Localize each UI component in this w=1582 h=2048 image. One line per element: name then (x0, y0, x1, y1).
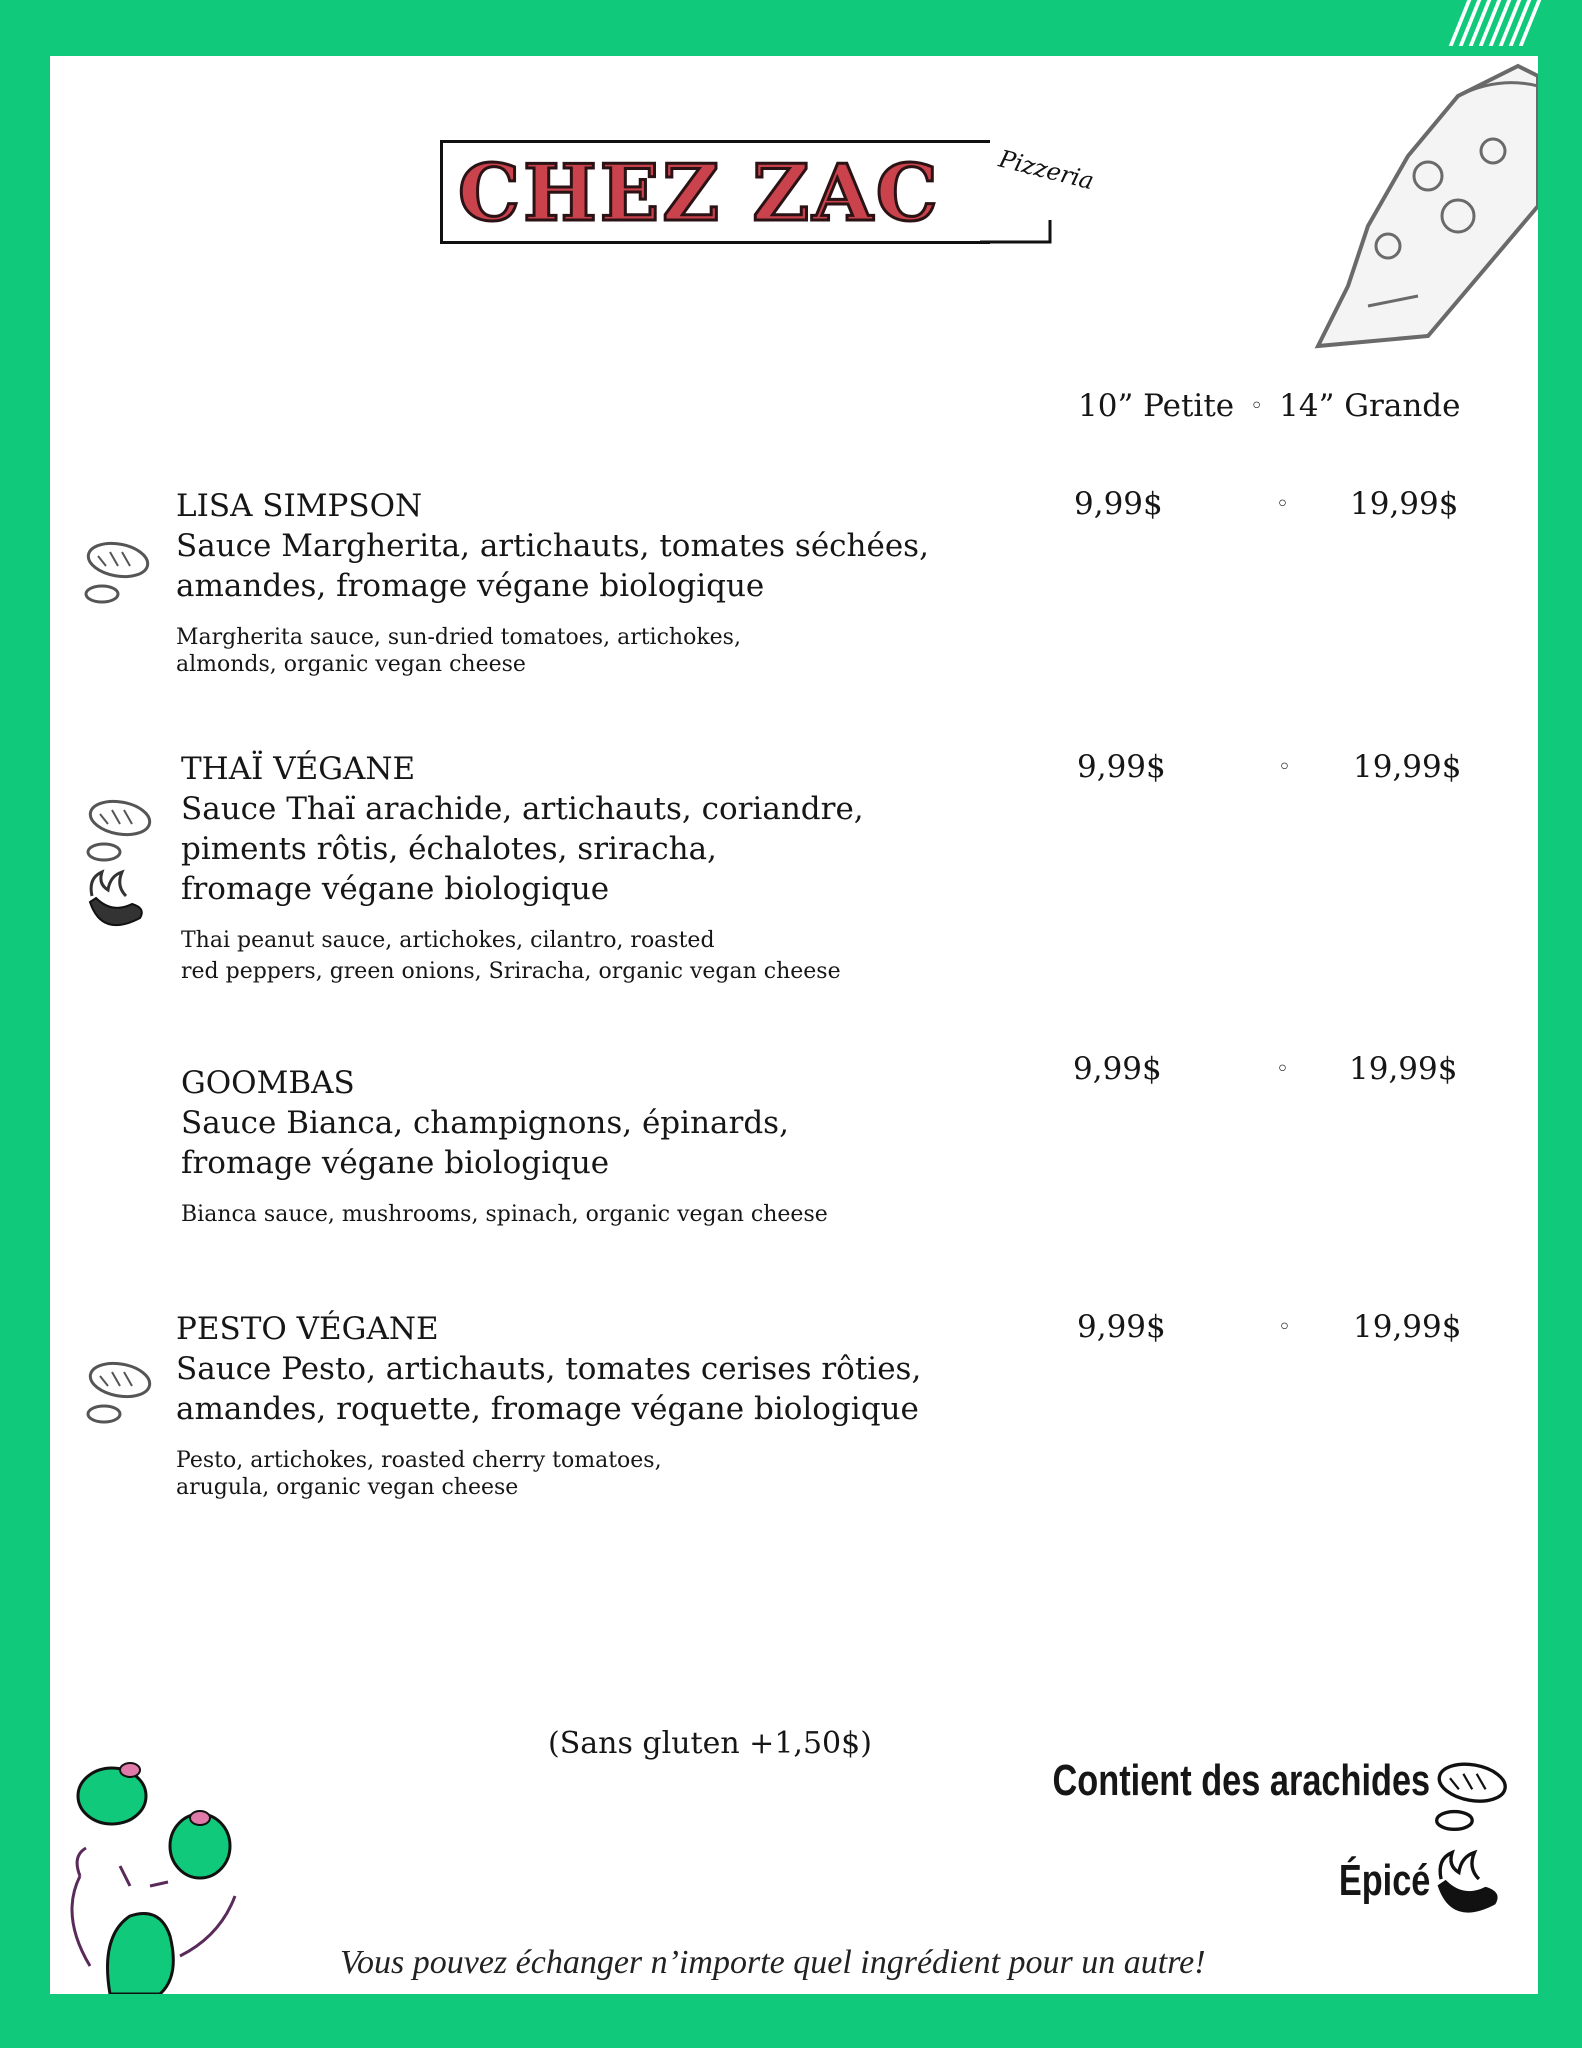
item-description-fr: piments rôtis, échalotes, sriracha, (181, 831, 717, 867)
logo-frame-edge (980, 180, 1060, 250)
logo-title: CHEZ ZAC (458, 148, 941, 239)
chili-icon (82, 868, 154, 940)
menu-item-goombas (181, 1063, 1041, 1228)
price-large: 19,99$ (1350, 486, 1459, 522)
menu-item-pesto-vegane (176, 1309, 1036, 1501)
item-name: GOOMBAS (181, 1065, 355, 1101)
item-description-fr: fromage végane biologique (181, 871, 610, 907)
item-description-en: red peppers, green onions, Sriracha, organic vegan cheese (181, 959, 841, 984)
price-separator: ◦ (1276, 1057, 1289, 1082)
item-description-fr: Sauce Margherita, artichauts, tomates séchées, (176, 528, 929, 564)
item-description-en: almonds, organic vegan cheese (176, 652, 526, 677)
price-large: 19,99$ (1349, 1051, 1458, 1087)
menu-item-thai-vegane (181, 749, 1041, 985)
price-separator: ◦ (1278, 1315, 1291, 1340)
item-description-en: Thai peanut sauce, artichokes, cilantro, roasted (181, 928, 715, 953)
peanut-icon (1430, 1756, 1510, 1836)
legend-spicy-label: Épicé (1338, 1856, 1430, 1905)
peanut-icon (82, 1356, 154, 1428)
corner-stripes (1458, 0, 1554, 46)
item-description-fr: Sauce Bianca, champignons, épinards, (181, 1105, 789, 1141)
item-description-fr: amandes, roquette, fromage végane biologique (176, 1391, 919, 1427)
legend-peanut-label: Contient des arachides (1052, 1756, 1430, 1805)
footer-note: Vous pouvez échanger n’importe quel ingrédient pour un autre! (340, 1944, 1206, 1981)
chili-icon (1430, 1848, 1510, 1928)
olive-mascot-illustration (50, 1736, 270, 1994)
item-description-fr: Sauce Pesto, artichauts, tomates cerises rôties, (176, 1351, 922, 1387)
size-large-label: 14” Grande (1279, 388, 1461, 424)
size-separator: ◦ (1250, 394, 1264, 419)
item-name: PESTO VÉGANE (176, 1311, 439, 1347)
price-small: 9,99$ (1077, 749, 1166, 785)
item-description-en: Bianca sauce, mushrooms, spinach, organic vegan cheese (181, 1202, 828, 1227)
item-description-en: arugula, organic vegan cheese (176, 1475, 519, 1500)
logo (440, 140, 1190, 250)
item-name: LISA SIMPSON (176, 488, 423, 524)
item-description-en: Pesto, artichokes, roasted cherry tomatoes, (176, 1448, 662, 1473)
item-description-fr: fromage végane biologique (181, 1145, 610, 1181)
item-description-fr: Sauce Thaï arachide, artichauts, coriandre, (181, 791, 864, 827)
pizza-slice-icon (1308, 56, 1538, 356)
price-large: 19,99$ (1353, 749, 1462, 785)
peanut-icon (80, 536, 152, 608)
gluten-free-note: (Sans gluten +1,50$) (548, 1726, 872, 1761)
price-small: 9,99$ (1077, 1309, 1166, 1345)
price-small: 9,99$ (1074, 486, 1163, 522)
price-separator: ◦ (1276, 492, 1289, 517)
logo-tagline: Pizzeria (996, 144, 1097, 196)
menu-item-lisa-simpson (176, 486, 996, 678)
size-small-label: 10” Petite (1078, 388, 1235, 424)
price-large: 19,99$ (1353, 1309, 1462, 1345)
item-description-fr: amandes, fromage végane biologique (176, 568, 765, 604)
size-header (1078, 388, 1461, 424)
item-description-en: Margherita sauce, sun-dried tomatoes, artichokes, (176, 625, 741, 650)
menu-page (50, 56, 1538, 1994)
peanut-icon (82, 794, 154, 866)
item-name: THAÏ VÉGANE (181, 751, 416, 787)
price-separator: ◦ (1278, 755, 1291, 780)
price-small: 9,99$ (1073, 1051, 1162, 1087)
